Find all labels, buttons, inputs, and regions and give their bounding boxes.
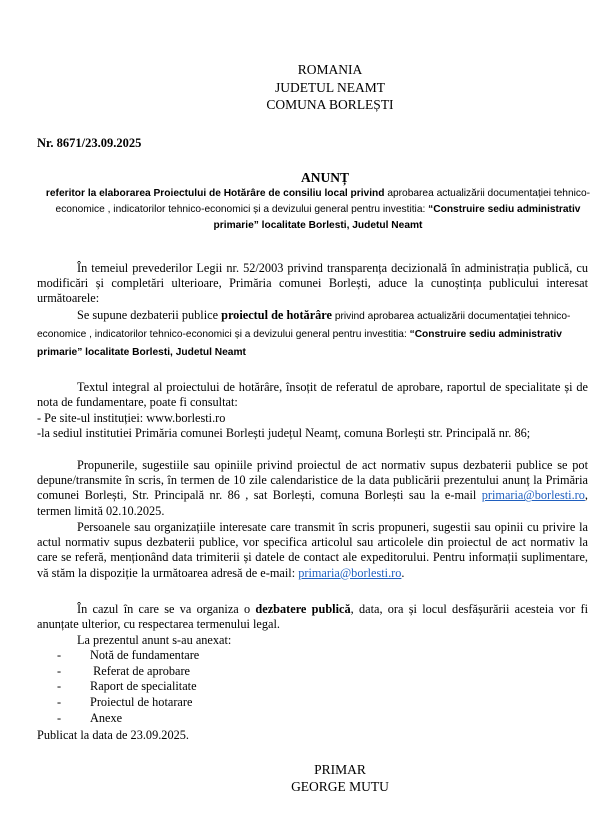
debate-text-a: În cazul în care se va organiza o <box>77 602 256 616</box>
paragraph-proposals <box>37 458 588 519</box>
contact-email-link[interactable]: primaria@borlesti.ro <box>298 565 402 580</box>
list-item <box>57 711 199 727</box>
annex-label: Proiectul de hotarare <box>90 695 193 710</box>
header-country: ROMANIA <box>297 62 363 77</box>
bullet-dash: - <box>57 695 62 710</box>
announcement-subtitle <box>40 186 596 234</box>
debate-text-b: , data, ora și locul desfășurării acesteia vor fi anunțate ulterior, cu respectarea termenului legal. <box>37 602 588 632</box>
list-item <box>57 664 199 680</box>
project-description: privind aprobarea actualizării documentației tehnico-economice , indicatorilor tehnico-economici și a devizului general pentru investitia: <box>37 311 571 340</box>
bullet-dash: - <box>57 679 62 694</box>
debate-bold: dezbatere publică <box>255 602 351 616</box>
bullet-dash: - <box>57 648 62 662</box>
header-county: JUDETUL NEAMT <box>274 80 386 95</box>
list-item <box>57 679 199 695</box>
annex-label: Anexe <box>90 710 123 725</box>
subtitle-project-name: “Construire sediu administrativ primarie” localitate Borlesti, Judetul Neamt <box>213 204 581 231</box>
proposals-email-link[interactable]: primaria@borlesti.ro <box>481 488 585 503</box>
subtitle-text: aprobarea actualizării documentației tehnico-economice , indicatorilor tehnico-economici și a devizului general pentru investitia: <box>55 188 591 215</box>
bullet-dash: - <box>57 663 62 678</box>
announcement-title: ANUNȚ <box>300 170 349 185</box>
paragraph-legal-basis: În temeiul prevederilor Legii nr. 52/2003 privind transparența decizională în administrația publică, cu modificări și completări ulterioare, Primăria comunei Borlești, aduce la cunoștința publicului interesat următoarele: <box>37 261 588 306</box>
paragraph-consultation: Textul integral al proiectului de hotărâre, însoțit de referatul de aprobare, raportul de specialitate și de nota de fundamentare, poate fi consultat: <box>37 380 588 410</box>
annex-list <box>57 648 199 727</box>
project-lead-text: Se supune dezbaterii publice <box>77 308 222 322</box>
consultation-website: - Pe site-ul instituției: www.borlesti.ro <box>37 411 226 425</box>
annex-label: Raport de specialitate <box>90 679 197 694</box>
paragraph-public-debate <box>37 602 588 632</box>
signature-name: GEORGE MUTU <box>291 779 389 794</box>
paragraph-contact <box>37 520 588 581</box>
header-commune: COMUNA BORLEȘTI <box>266 97 394 112</box>
publication-date: Publicat la data de 23.09.2025. <box>37 728 189 742</box>
annex-label: Notă de fundamentare <box>90 648 200 662</box>
list-item <box>57 648 199 664</box>
proposals-deadline: , termen limită 02.10.2025. <box>37 488 588 518</box>
project-bold-text: proiectul de hotărâre <box>221 308 332 322</box>
paragraph-project <box>37 307 588 361</box>
proposals-text: Propunerile, sugestiile sau opiniile privind proiectul de act normativ supus dezbaterii publice se pot depune/transmite în scris, în termen de 10 zile calendaristice de la data publicării prezentului anunț la Primăria comunei Borlești, Str. Principală nr. 86 , sat Borlești, comuna Borlești sau la e-mail <box>37 458 588 503</box>
list-item <box>57 695 199 711</box>
registration-number: Nr. 8671/23.09.2025 <box>37 136 142 150</box>
subtitle-bold-lead: referitor la elaborarea Proiectului de Hotărâre de consiliu local privind <box>45 188 388 199</box>
annex-intro: La prezentul anunt s-au anexat: <box>77 633 232 647</box>
project-name: “Construire sediu administrativ primarie” localitate Borlesti, Judetul Neamt <box>37 329 562 358</box>
contact-period: . <box>401 565 405 580</box>
annex-label: Referat de aprobare <box>90 663 191 678</box>
contact-text: Persoanele sau organizațiile interesate care transmit în scris propuneri, sugestii sau opinii cu privire la actul normativ supus dezbaterii publice, vor specifica articolul sau articolele din proiectul de act normativ la care se referă, menționând data trimiterii și datele de contact ale expeditorului. Pentru informații suplimentare, vă stăm la dispoziție la următoarea adresă de e-mail: <box>37 520 588 580</box>
consultation-office: -la sediul institutiei Primăria comunei Borlești județul Neamț, comuna Borlești str. Principală nr. 86; <box>37 426 531 440</box>
bullet-dash: - <box>57 710 62 725</box>
signature-title: PRIMAR <box>314 762 366 777</box>
